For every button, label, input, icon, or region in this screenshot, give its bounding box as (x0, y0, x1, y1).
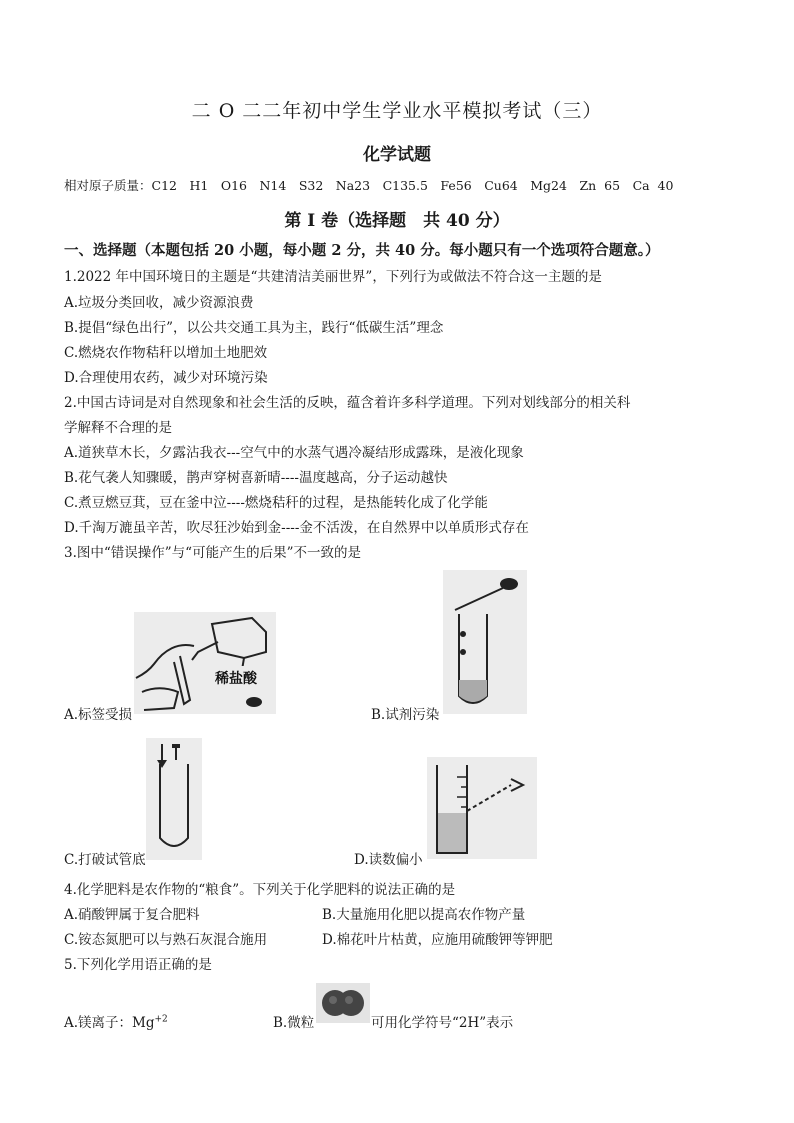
q1-option-b: B.提倡“绿色出行”，以公共交通工具为主，践行“低碳生活”理念 (64, 320, 444, 336)
q2-option-d: D.千淘万漉虽辛苦，吹尽狂沙始到金----金不活泼，在自然界中以单质形式存在 (64, 520, 529, 536)
q1-stem: 1.2022 年中国环境日的主题是“共建清洁美丽世界”，下列行为或做法不符合这一主题的是 (64, 269, 602, 285)
q5-option-b-suffix: 可用化学符号“2H”表示 (371, 1015, 514, 1031)
q2-stem-line1: 2.中国古诗词是对自然现象和社会生活的反映，蕴含着许多科学道理。下列对划线部分的相关科 (64, 395, 631, 411)
q4-option-b: B.大量施用化肥以提高农作物产量 (322, 907, 526, 923)
atomic-masses: 相对原子质量：C12 H1 O16 N14 S32 Na23 C135.5 Fe56 Cu64 Mg24 Zn 65 Ca 40 (64, 178, 674, 193)
q3-figure-d (427, 757, 537, 859)
q4-option-a: A.硝酸钾属于复合肥料 (64, 907, 200, 923)
subject-title: 化学试题 (363, 145, 431, 165)
q3-figure-c (146, 738, 202, 860)
q3-option-b: B.试剂污染 (371, 707, 440, 723)
q3-stem: 3.图中“错误操作”与“可能产生的后果”不一致的是 (64, 545, 361, 561)
q5-option-b-prefix: B.微粒 (273, 1015, 315, 1031)
q2-option-c: C.煮豆燃豆萁，豆在釜中泣----燃烧秸秆的过程，是热能转化成了化学能 (64, 495, 488, 511)
q5-stem: 5.下列化学用语正确的是 (64, 957, 212, 973)
q2-stem-line2: 学解释不合理的是 (64, 420, 172, 436)
q3-figure-a (134, 612, 276, 714)
q1-option-d: D.合理使用农药，减少对环境污染 (64, 370, 268, 386)
q3-option-c: C.打破试管底 (64, 852, 146, 868)
q5-option-a-text: A.镁离子：Mg (64, 1015, 155, 1031)
q4-stem: 4.化学肥料是农作物的“粮食”。下列关于化学肥料的说法正确的是 (64, 882, 456, 898)
section-title: 第 I 卷（选择题 共 40 分） (284, 211, 510, 231)
q3-option-d: D.读数偏小 (354, 852, 423, 868)
q1-option-a: A.垃圾分类回收，减少资源浪费 (64, 295, 254, 311)
q1-option-c: C.燃烧农作物秸秆以增加土地肥效 (64, 345, 268, 361)
q5-option-a-superscript: +2 (154, 1014, 168, 1025)
q2-option-b: B.花气袭人知骤暖，鹊声穿树喜新晴----温度越高，分子运动越快 (64, 470, 448, 486)
part-one-heading: 一、选择题（本题包括 20 小题，每小题 2 分，共 40 分。每小题只有一个选项符合题意。） (64, 242, 660, 259)
q5-particle-figure (316, 983, 370, 1023)
q4-option-d: D.棉花叶片枯黄，应施用硫酸钾等钾肥 (322, 932, 553, 948)
q5-option-a (64, 1011, 168, 1031)
q3-figure-a-label: 稀盐酸 (215, 671, 257, 687)
q3-figure-b (443, 570, 527, 714)
q2-option-a: A.道狭草木长，夕露沾我衣---空气中的水蒸气遇冷凝结形成露珠，是液化现象 (64, 445, 524, 461)
q3-option-a: A.标签受损 (64, 707, 133, 723)
exam-title: 二 O 二二年初中学生学业水平模拟考试（三） (191, 100, 603, 122)
q4-option-c: C.铵态氮肥可以与熟石灰混合施用 (64, 932, 268, 948)
